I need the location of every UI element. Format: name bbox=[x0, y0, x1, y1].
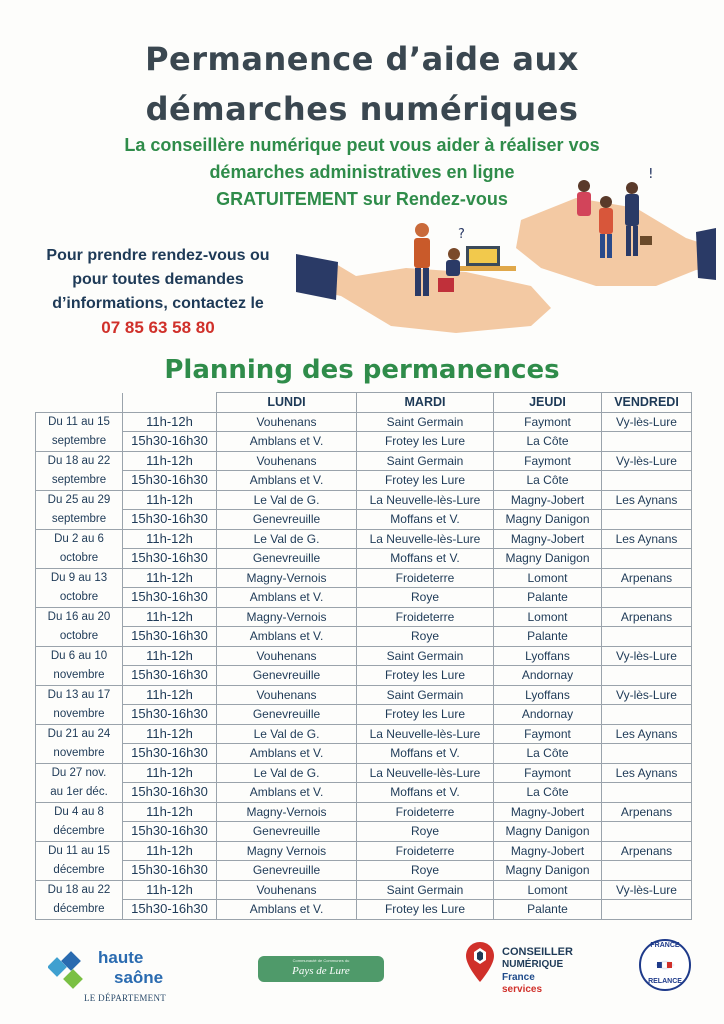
header-blank-cell bbox=[36, 393, 123, 413]
location-cell-jeudi: Magny-Jobert bbox=[494, 802, 602, 822]
location-cell-vendredi bbox=[602, 822, 692, 842]
location-cell-lundi: Le Val de G. bbox=[217, 529, 357, 549]
location-cell-vendredi: Vy-lès-Lure bbox=[602, 880, 692, 900]
time-slot-cell: 11h-12h bbox=[123, 646, 217, 666]
location-cell-lundi: Genevreuille bbox=[217, 822, 357, 842]
location-cell-mardi: Moffans et V. bbox=[357, 510, 494, 530]
location-cell-vendredi: Les Aynans bbox=[602, 490, 692, 510]
location-cell-lundi: Le Val de G. bbox=[217, 490, 357, 510]
week-label-line-2: novembre bbox=[36, 744, 123, 764]
schedule-row bbox=[36, 861, 692, 881]
week-label-line-1: Du 18 au 22 bbox=[36, 451, 123, 471]
person-4-body bbox=[599, 208, 613, 234]
time-slot-cell: 15h30-16h30 bbox=[123, 432, 217, 452]
flyer-title bbox=[0, 34, 724, 134]
time-slot-cell: 15h30-16h30 bbox=[123, 822, 217, 842]
location-cell-jeudi: Palante bbox=[494, 627, 602, 647]
time-slot-cell: 11h-12h bbox=[123, 802, 217, 822]
location-cell-jeudi: Magny Danigon bbox=[494, 510, 602, 530]
location-cell-mardi: La Neuvelle-lès-Lure bbox=[357, 490, 494, 510]
time-slot-cell: 15h30-16h30 bbox=[123, 705, 217, 725]
cn-line-1: CONSEILLER bbox=[502, 946, 573, 958]
week-label-line-2: septembre bbox=[36, 471, 123, 491]
pays-de-lure-top: Communauté de Communes du bbox=[292, 958, 350, 963]
location-cell-lundi: Magny-Vernois bbox=[217, 607, 357, 627]
location-cell-mardi: Roye bbox=[357, 588, 494, 608]
person-5-leg bbox=[626, 226, 631, 256]
exclamation-icon: ! bbox=[648, 168, 654, 182]
right-hand-shape bbox=[516, 198, 716, 286]
title-line-2: démarches numériques bbox=[145, 90, 579, 128]
time-slot-cell: 15h30-16h30 bbox=[123, 627, 217, 647]
week-label-line-2: décembre bbox=[36, 900, 123, 920]
person-5-body bbox=[625, 194, 639, 226]
location-cell-jeudi: Faymont bbox=[494, 724, 602, 744]
location-cell-lundi: Amblans et V. bbox=[217, 432, 357, 452]
week-label-line-1: Du 6 au 10 bbox=[36, 646, 123, 666]
schedule-row bbox=[36, 802, 692, 822]
subtitle-line-2: démarches administratives en ligne bbox=[209, 162, 515, 182]
location-cell-vendredi: Arpenans bbox=[602, 607, 692, 627]
schedule-row bbox=[36, 607, 692, 627]
location-cell-mardi: Froideterre bbox=[357, 568, 494, 588]
schedule-row bbox=[36, 724, 692, 744]
schedule-row bbox=[36, 685, 692, 705]
time-slot-cell: 11h-12h bbox=[123, 607, 217, 627]
location-cell-jeudi: Palante bbox=[494, 588, 602, 608]
location-cell-mardi: Saint Germain bbox=[357, 451, 494, 471]
location-cell-jeudi: Magny Danigon bbox=[494, 822, 602, 842]
person-1-leg bbox=[423, 268, 429, 296]
location-cell-mardi: Roye bbox=[357, 627, 494, 647]
logos-footer bbox=[0, 928, 724, 1024]
week-label-line-2: septembre bbox=[36, 432, 123, 452]
subtitle-line-1: La conseillère numérique peut vous aider à réaliser vos bbox=[124, 135, 600, 155]
location-cell-jeudi: Faymont bbox=[494, 412, 602, 432]
cn-line-2: NUMÉRIQUE bbox=[502, 959, 564, 970]
week-label-line-1: Du 9 au 13 bbox=[36, 568, 123, 588]
location-cell-lundi: Le Val de G. bbox=[217, 763, 357, 783]
person-1-head bbox=[415, 223, 429, 237]
contact-block bbox=[18, 244, 298, 340]
time-slot-cell: 11h-12h bbox=[123, 568, 217, 588]
time-slot-cell: 11h-12h bbox=[123, 841, 217, 861]
schedule-row bbox=[36, 744, 692, 764]
header-vendredi: VENDREDI bbox=[602, 393, 692, 413]
location-cell-mardi: Frotey les Lure bbox=[357, 705, 494, 725]
contact-line-2: pour toutes demandes bbox=[72, 271, 244, 288]
week-label-line-1: Du 2 au 6 bbox=[36, 529, 123, 549]
schedule-row bbox=[36, 822, 692, 842]
week-label-line-2: au 1er déc. bbox=[36, 783, 123, 803]
location-cell-vendredi bbox=[602, 549, 692, 569]
location-cell-vendredi bbox=[602, 861, 692, 881]
location-cell-mardi: Froideterre bbox=[357, 802, 494, 822]
schedule-row bbox=[36, 841, 692, 861]
cn-line-4: services bbox=[502, 984, 543, 995]
location-cell-jeudi: Lomont bbox=[494, 880, 602, 900]
location-cell-lundi: Amblans et V. bbox=[217, 900, 357, 920]
location-cell-lundi: Vouhenans bbox=[217, 646, 357, 666]
schedule-row bbox=[36, 783, 692, 803]
location-cell-mardi: Froideterre bbox=[357, 607, 494, 627]
time-slot-cell: 15h30-16h30 bbox=[123, 510, 217, 530]
location-cell-mardi: Moffans et V. bbox=[357, 549, 494, 569]
location-cell-vendredi: Vy-lès-Lure bbox=[602, 685, 692, 705]
time-slot-cell: 15h30-16h30 bbox=[123, 471, 217, 491]
location-cell-vendredi: Arpenans bbox=[602, 802, 692, 822]
person-5-head bbox=[626, 182, 638, 194]
header-mardi: MARDI bbox=[357, 393, 494, 413]
week-label-line-1: Du 16 au 20 bbox=[36, 607, 123, 627]
week-label-line-1: Du 21 au 24 bbox=[36, 724, 123, 744]
schedule-row bbox=[36, 763, 692, 783]
schedule-row bbox=[36, 549, 692, 569]
person-1-leg bbox=[415, 268, 421, 296]
location-pin-icon bbox=[466, 942, 494, 982]
location-cell-lundi: Amblans et V. bbox=[217, 783, 357, 803]
time-slot-cell: 11h-12h bbox=[123, 451, 217, 471]
location-cell-lundi: Amblans et V. bbox=[217, 588, 357, 608]
location-cell-jeudi: Faymont bbox=[494, 451, 602, 471]
week-label-line-2: novembre bbox=[36, 666, 123, 686]
location-cell-lundi: Amblans et V. bbox=[217, 744, 357, 764]
location-cell-jeudi: Magny Danigon bbox=[494, 549, 602, 569]
location-cell-mardi: La Neuvelle-lès-Lure bbox=[357, 724, 494, 744]
schedule-row bbox=[36, 646, 692, 666]
week-label-line-1: Du 4 au 8 bbox=[36, 802, 123, 822]
location-cell-jeudi: La Côte bbox=[494, 783, 602, 803]
schedule-row bbox=[36, 900, 692, 920]
location-cell-vendredi bbox=[602, 588, 692, 608]
time-slot-cell: 15h30-16h30 bbox=[123, 861, 217, 881]
person-3-head bbox=[578, 180, 590, 192]
schedule-row bbox=[36, 471, 692, 491]
location-cell-vendredi: Vy-lès-Lure bbox=[602, 451, 692, 471]
week-label-line-2: octobre bbox=[36, 588, 123, 608]
location-cell-jeudi: Magny-Jobert bbox=[494, 490, 602, 510]
location-cell-vendredi: Arpenans bbox=[602, 841, 692, 861]
location-cell-lundi: Genevreuille bbox=[217, 705, 357, 725]
schedule-row bbox=[36, 666, 692, 686]
schedule-row bbox=[36, 451, 692, 471]
location-cell-lundi: Vouhenans bbox=[217, 412, 357, 432]
schedule-row bbox=[36, 880, 692, 900]
location-cell-jeudi: Lyoffans bbox=[494, 685, 602, 705]
person-4-leg bbox=[600, 234, 605, 258]
schedule-row bbox=[36, 627, 692, 647]
week-label-line-1: Du 13 au 17 bbox=[36, 685, 123, 705]
location-cell-jeudi: La Côte bbox=[494, 471, 602, 491]
location-cell-mardi: Frotey les Lure bbox=[357, 900, 494, 920]
location-cell-mardi: Frotey les Lure bbox=[357, 666, 494, 686]
conseiller-numerique-logo bbox=[466, 938, 596, 1008]
location-cell-jeudi: Lomont bbox=[494, 568, 602, 588]
planning-title: Planning des permanences bbox=[164, 355, 560, 385]
header-jeudi: JEUDI bbox=[494, 393, 602, 413]
location-cell-vendredi: Arpenans bbox=[602, 568, 692, 588]
person-2-body bbox=[446, 260, 460, 276]
location-cell-mardi: Froideterre bbox=[357, 841, 494, 861]
contact-line-3: d’informations, contactez le bbox=[52, 295, 264, 312]
location-cell-mardi: Roye bbox=[357, 822, 494, 842]
person-2-head bbox=[448, 248, 460, 260]
time-slot-cell: 11h-12h bbox=[123, 763, 217, 783]
location-cell-lundi: Genevreuille bbox=[217, 861, 357, 881]
person-4-leg bbox=[607, 234, 612, 258]
location-cell-vendredi: Vy-lès-Lure bbox=[602, 412, 692, 432]
location-cell-vendredi: Les Aynans bbox=[602, 529, 692, 549]
schedule-row bbox=[36, 412, 692, 432]
schedule-row bbox=[36, 588, 692, 608]
contact-phone: 07 85 63 58 80 bbox=[101, 318, 215, 337]
location-cell-lundi: Magny Vernois bbox=[217, 841, 357, 861]
time-slot-cell: 15h30-16h30 bbox=[123, 549, 217, 569]
location-cell-mardi: Saint Germain bbox=[357, 412, 494, 432]
location-cell-mardi: Moffans et V. bbox=[357, 744, 494, 764]
location-cell-jeudi: La Côte bbox=[494, 432, 602, 452]
contact-line-1: Pour prendre rendez-vous ou bbox=[46, 247, 270, 264]
title-line-1: Permanence d’aide aux bbox=[145, 40, 579, 78]
time-slot-cell: 11h-12h bbox=[123, 880, 217, 900]
relance-top-text: FRANCE bbox=[650, 942, 680, 949]
location-cell-jeudi: Andornay bbox=[494, 705, 602, 725]
person-1-body bbox=[414, 238, 430, 268]
location-cell-vendredi bbox=[602, 627, 692, 647]
location-cell-lundi: Magny-Vernois bbox=[217, 802, 357, 822]
pays-de-lure-logo bbox=[258, 956, 384, 982]
location-cell-jeudi: Faymont bbox=[494, 763, 602, 783]
schedule-row bbox=[36, 705, 692, 725]
cn-line-3: France bbox=[502, 972, 535, 983]
schedule-row bbox=[36, 490, 692, 510]
week-label-line-2: décembre bbox=[36, 822, 123, 842]
location-cell-jeudi: La Côte bbox=[494, 744, 602, 764]
location-cell-lundi: Magny-Vernois bbox=[217, 568, 357, 588]
time-slot-cell: 11h-12h bbox=[123, 724, 217, 744]
haute-saone-line-3: LE DÉPARTEMENT bbox=[84, 993, 167, 1003]
location-cell-jeudi: Magny-Jobert bbox=[494, 529, 602, 549]
location-cell-mardi: Saint Germain bbox=[357, 880, 494, 900]
schedule-body bbox=[36, 412, 692, 919]
haute-saone-emblem-icon bbox=[48, 950, 88, 994]
location-cell-vendredi bbox=[602, 471, 692, 491]
location-cell-lundi: Vouhenans bbox=[217, 880, 357, 900]
location-cell-vendredi bbox=[602, 510, 692, 530]
haute-saone-line-1: haute bbox=[98, 948, 144, 967]
right-sleeve-shape bbox=[696, 228, 716, 280]
relance-bottom-text: RELANCE bbox=[648, 978, 682, 985]
location-cell-lundi: Vouhenans bbox=[217, 451, 357, 471]
schedule-row bbox=[36, 510, 692, 530]
week-label-line-1: Du 27 nov. bbox=[36, 763, 123, 783]
location-cell-lundi: Vouhenans bbox=[217, 685, 357, 705]
location-cell-jeudi: Andornay bbox=[494, 666, 602, 686]
location-cell-mardi: Saint Germain bbox=[357, 685, 494, 705]
week-label-line-2: décembre bbox=[36, 861, 123, 881]
time-slot-cell: 11h-12h bbox=[123, 685, 217, 705]
schedule-row bbox=[36, 529, 692, 549]
time-slot-cell: 15h30-16h30 bbox=[123, 783, 217, 803]
location-cell-jeudi: Magny-Jobert bbox=[494, 841, 602, 861]
location-cell-lundi: Amblans et V. bbox=[217, 627, 357, 647]
schedule-row bbox=[36, 432, 692, 452]
haute-saone-line-2: saône bbox=[114, 968, 164, 987]
location-cell-mardi: Saint Germain bbox=[357, 646, 494, 666]
week-label-line-1: Du 11 au 15 bbox=[36, 412, 123, 432]
pays-de-lure-name: Pays de Lure bbox=[292, 965, 350, 977]
location-cell-lundi: Genevreuille bbox=[217, 666, 357, 686]
time-slot-cell: 15h30-16h30 bbox=[123, 666, 217, 686]
haute-saone-logo bbox=[44, 938, 184, 1008]
week-label-line-2: octobre bbox=[36, 627, 123, 647]
week-label-line-1: Du 25 au 29 bbox=[36, 490, 123, 510]
time-slot-cell: 15h30-16h30 bbox=[123, 588, 217, 608]
time-slot-cell: 15h30-16h30 bbox=[123, 900, 217, 920]
schedule-header-row bbox=[36, 393, 692, 413]
schedule-row bbox=[36, 568, 692, 588]
week-label-line-1: Du 11 au 15 bbox=[36, 841, 123, 861]
time-slot-cell: 15h30-16h30 bbox=[123, 744, 217, 764]
location-cell-vendredi: Les Aynans bbox=[602, 763, 692, 783]
location-cell-mardi: Moffans et V. bbox=[357, 783, 494, 803]
question-mark-icon: ? bbox=[458, 227, 465, 242]
location-cell-vendredi bbox=[602, 783, 692, 803]
time-slot-cell: 11h-12h bbox=[123, 529, 217, 549]
time-slot-cell: 11h-12h bbox=[123, 412, 217, 432]
header-blank-cell bbox=[123, 393, 217, 413]
location-cell-vendredi bbox=[602, 744, 692, 764]
chair-shape bbox=[438, 278, 454, 292]
location-cell-lundi: Le Val de G. bbox=[217, 724, 357, 744]
location-cell-vendredi bbox=[602, 666, 692, 686]
monitor-screen-shape bbox=[469, 249, 497, 263]
header-lundi: LUNDI bbox=[217, 393, 357, 413]
location-cell-vendredi: Vy-lès-Lure bbox=[602, 646, 692, 666]
week-label-line-2: octobre bbox=[36, 549, 123, 569]
left-sleeve-shape bbox=[296, 254, 338, 300]
location-cell-mardi: La Neuvelle-lès-Lure bbox=[357, 763, 494, 783]
location-cell-mardi: Roye bbox=[357, 861, 494, 881]
location-cell-mardi: Frotey les Lure bbox=[357, 432, 494, 452]
subtitle-line-3: GRATUITEMENT sur Rendez-vous bbox=[216, 189, 508, 209]
time-slot-cell: 11h-12h bbox=[123, 490, 217, 510]
location-cell-lundi: Amblans et V. bbox=[217, 471, 357, 491]
briefcase-shape bbox=[640, 236, 652, 245]
location-cell-jeudi: Lyoffans bbox=[494, 646, 602, 666]
france-relance-logo bbox=[638, 938, 692, 992]
location-cell-lundi: Genevreuille bbox=[217, 510, 357, 530]
location-cell-jeudi: Lomont bbox=[494, 607, 602, 627]
person-4-head bbox=[600, 196, 612, 208]
location-cell-jeudi: Magny Danigon bbox=[494, 861, 602, 881]
location-cell-vendredi bbox=[602, 705, 692, 725]
person-5-leg bbox=[633, 226, 638, 256]
week-label-line-2: septembre bbox=[36, 510, 123, 530]
week-label-line-1: Du 18 au 22 bbox=[36, 880, 123, 900]
helping-hands-illustration bbox=[296, 168, 716, 358]
location-cell-vendredi: Les Aynans bbox=[602, 724, 692, 744]
location-cell-lundi: Genevreuille bbox=[217, 549, 357, 569]
location-cell-mardi: La Neuvelle-lès-Lure bbox=[357, 529, 494, 549]
week-label-line-2: novembre bbox=[36, 705, 123, 725]
location-cell-vendredi bbox=[602, 900, 692, 920]
schedule-table bbox=[35, 392, 692, 920]
person-3-body bbox=[577, 192, 591, 216]
location-cell-mardi: Frotey les Lure bbox=[357, 471, 494, 491]
location-cell-vendredi bbox=[602, 432, 692, 452]
location-cell-jeudi: Palante bbox=[494, 900, 602, 920]
